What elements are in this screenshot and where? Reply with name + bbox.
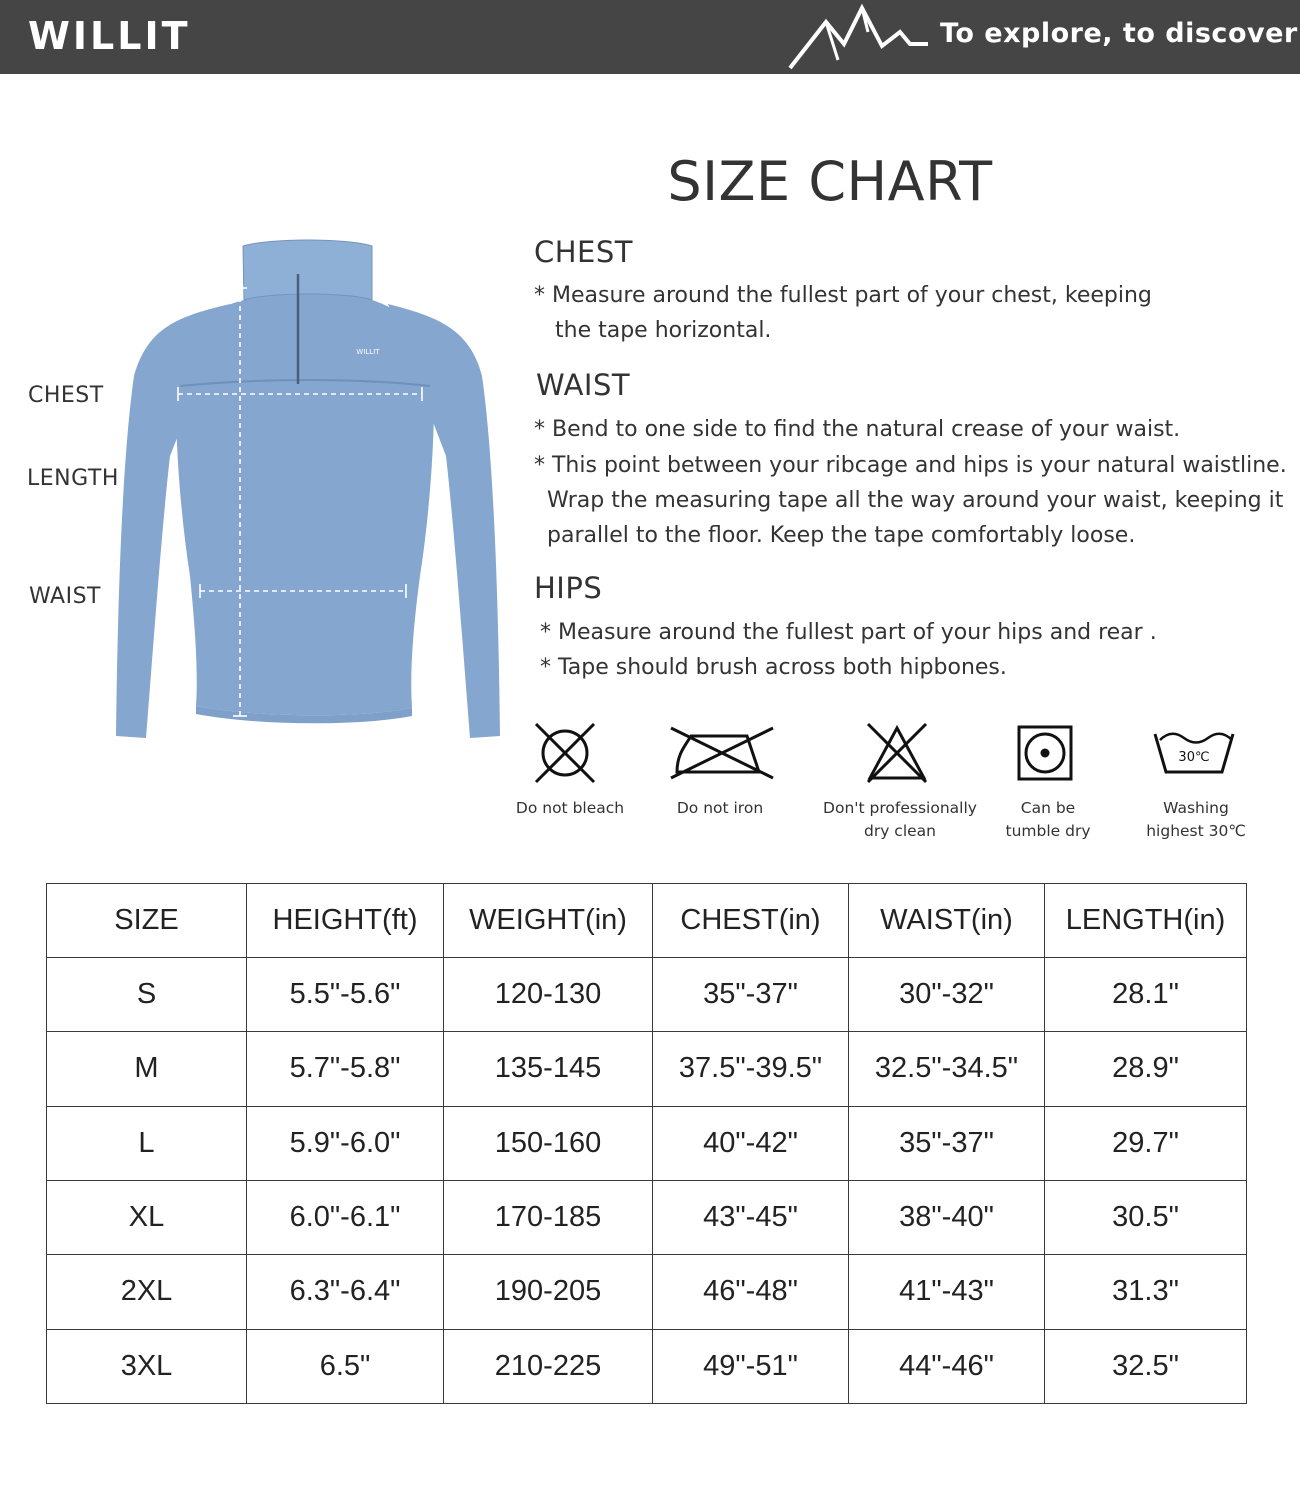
table-cell: 190-205 (444, 1255, 653, 1329)
header-bar (0, 0, 1300, 74)
waist-heading: WAIST (536, 368, 631, 402)
figure-label-chest: CHEST (28, 383, 104, 408)
column-header: HEIGHT(ft) (247, 884, 444, 958)
table-cell: 150-160 (444, 1106, 653, 1180)
waist-text-line: * This point between your ribcage and hips is your natural waistline. (534, 453, 1287, 478)
care-label-wash-30: Washing highest 30℃ (1146, 799, 1246, 840)
table-cell: 43"-45" (653, 1180, 849, 1254)
wash-30-icon (1152, 728, 1236, 776)
hips-heading: HIPS (534, 571, 603, 605)
table-cell: 29.7" (1045, 1106, 1247, 1180)
no-iron-icon (669, 726, 775, 780)
waist-text-line: * Bend to one side to find the natural crease of your waist. (534, 417, 1181, 442)
garment-figure (110, 236, 505, 746)
hips-text-line: * Tape should brush across both hipbones. (540, 655, 1007, 680)
table-cell: 40"-42" (653, 1106, 849, 1180)
chest-text-line: the tape horizontal. (555, 318, 772, 343)
table-row (47, 1032, 1247, 1106)
table-cell: 49"-51" (653, 1329, 849, 1403)
table-cell: 5.9"-6.0" (247, 1106, 444, 1180)
table-cell: 35"-37" (653, 958, 849, 1032)
garment-body (176, 260, 434, 716)
slogan: To explore, to discover (940, 18, 1298, 49)
page-title: SIZE CHART (667, 150, 993, 213)
table-cell: 6.0"-6.1" (247, 1180, 444, 1254)
table-cell: 5.7"-5.8" (247, 1032, 444, 1106)
table-row (47, 1106, 1247, 1180)
table-cell: 3XL (47, 1329, 247, 1403)
table-header-row (47, 884, 1247, 958)
table-cell: 41"-43" (849, 1255, 1045, 1329)
no-dry-clean-icon (864, 720, 930, 786)
figure-label-length: LENGTH (27, 466, 119, 491)
size-table (46, 883, 1247, 1404)
wash-temp-label: 30℃ (1178, 750, 1210, 765)
column-header: WEIGHT(in) (444, 884, 653, 958)
table-cell: 30"-32" (849, 958, 1045, 1032)
column-header: WAIST(in) (849, 884, 1045, 958)
tumble-dry-icon (1016, 724, 1074, 782)
table-cell: S (47, 958, 247, 1032)
table-cell: 32.5" (1045, 1329, 1247, 1403)
table-cell: XL (47, 1180, 247, 1254)
waist-text-line: Wrap the measuring tape all the way around your waist, keeping it (547, 488, 1284, 513)
column-header: CHEST(in) (653, 884, 849, 958)
table-cell: 31.3" (1045, 1255, 1247, 1329)
table-cell: M (47, 1032, 247, 1106)
care-label-tumble-dry: Can be tumble dry (1005, 799, 1091, 840)
care-label-no-bleach: Do not bleach (515, 799, 625, 817)
care-label-no-dry-clean: Don't professionally dry clean (823, 799, 977, 840)
table-cell: 46"-48" (653, 1255, 849, 1329)
column-header: LENGTH(in) (1045, 884, 1247, 958)
table-cell: L (47, 1106, 247, 1180)
table-cell: 2XL (47, 1255, 247, 1329)
table-row (47, 1180, 1247, 1254)
hips-text-line: * Measure around the fullest part of your hips and rear . (540, 620, 1157, 645)
no-bleach-icon (532, 720, 598, 786)
table-cell: 6.3"-6.4" (247, 1255, 444, 1329)
care-label-no-iron: Do not iron (676, 799, 764, 817)
chest-heading: CHEST (534, 235, 634, 269)
table-cell: 6.5" (247, 1329, 444, 1403)
table-cell: 5.5"-5.6" (247, 958, 444, 1032)
table-row (47, 958, 1247, 1032)
table-row (47, 1255, 1247, 1329)
table-cell: 32.5"-34.5" (849, 1032, 1045, 1106)
table-cell: 120-130 (444, 958, 653, 1032)
table-cell: 210-225 (444, 1329, 653, 1403)
table-cell: 170-185 (444, 1180, 653, 1254)
table-cell: 35"-37" (849, 1106, 1045, 1180)
collar (243, 240, 372, 300)
brand-logo-text: WILLIT (28, 14, 191, 58)
table-cell: 28.1" (1045, 958, 1247, 1032)
table-cell: 30.5" (1045, 1180, 1247, 1254)
mountain-icon (788, 2, 930, 70)
table-row (47, 1329, 1247, 1403)
table-cell: 28.9" (1045, 1032, 1247, 1106)
table-cell: 135-145 (444, 1032, 653, 1106)
table-cell: 44"-46" (849, 1329, 1045, 1403)
table-cell: 37.5"-39.5" (653, 1032, 849, 1106)
garment-logo: WILLIT (356, 348, 380, 356)
waist-text-line: parallel to the floor. Keep the tape comfortably loose. (547, 523, 1136, 548)
chest-text-line: * Measure around the fullest part of your chest, keeping (534, 283, 1152, 308)
column-header: SIZE (47, 884, 247, 958)
figure-label-waist: WAIST (29, 584, 101, 609)
table-cell: 38"-40" (849, 1180, 1045, 1254)
